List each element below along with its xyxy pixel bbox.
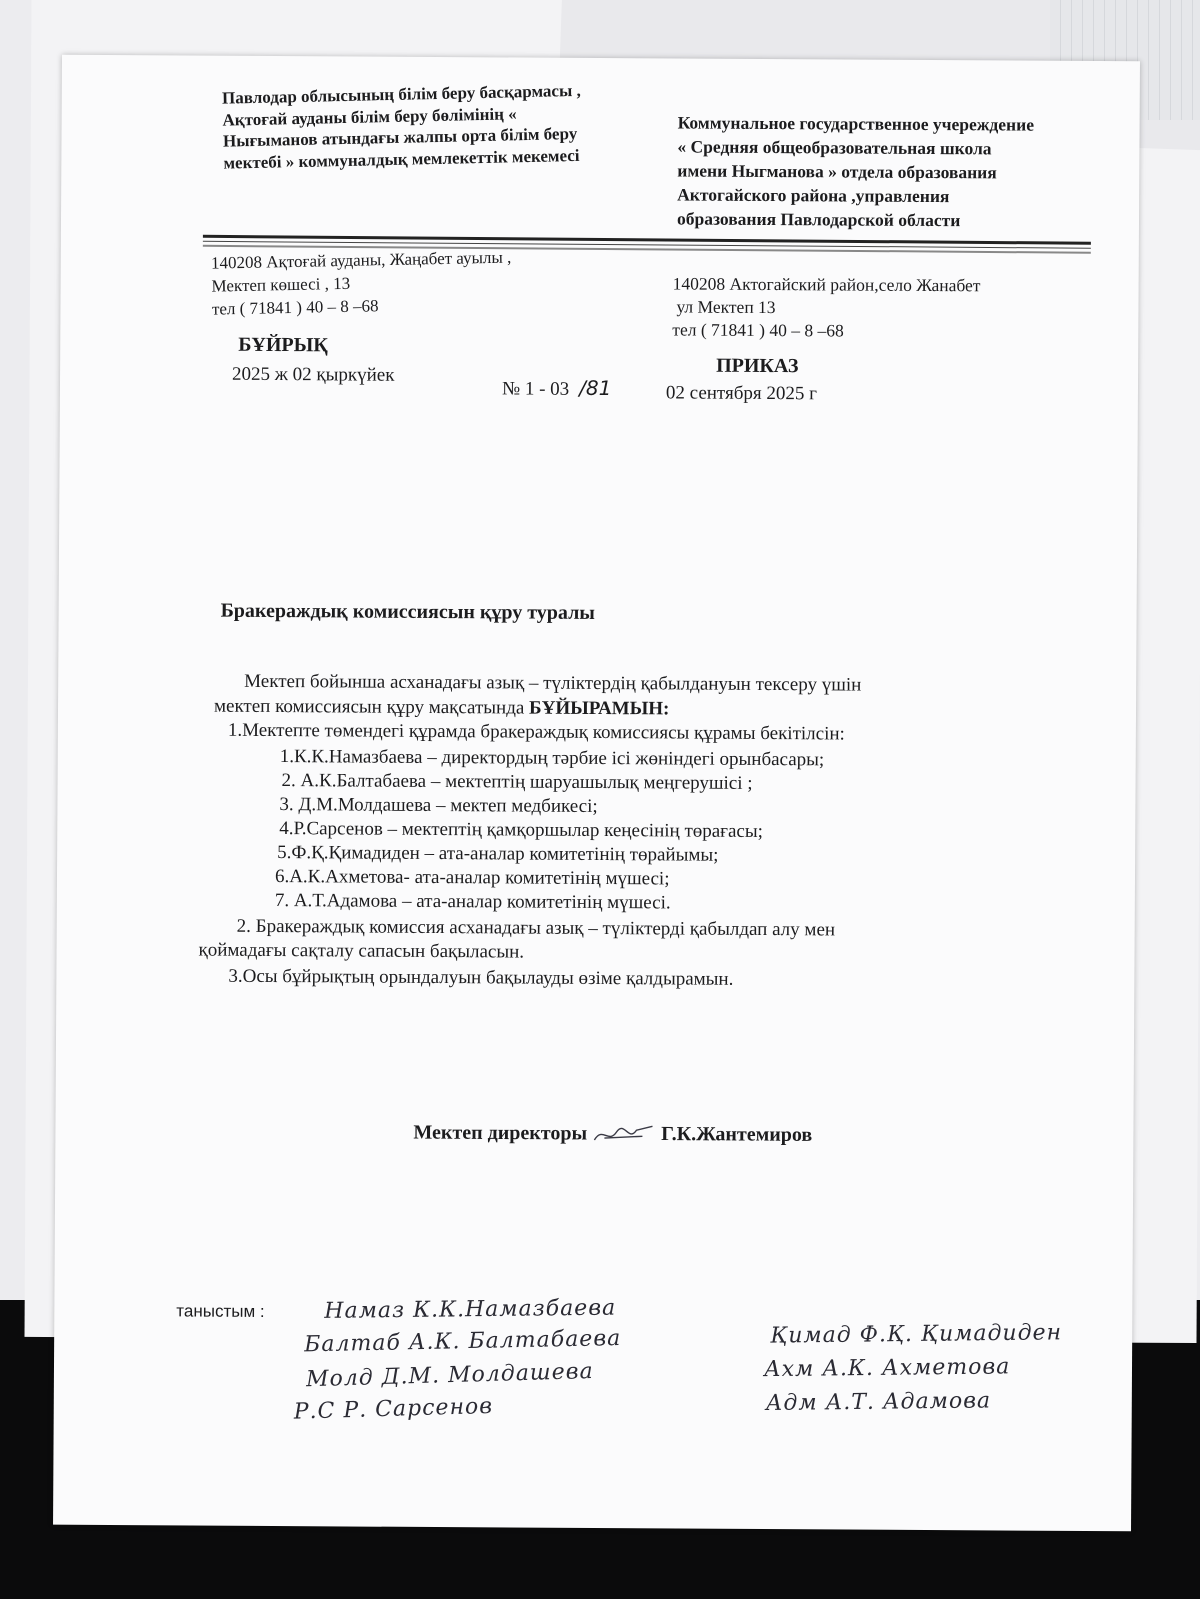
handwritten-signature: Р.С Р. Сарсенов bbox=[293, 1393, 494, 1425]
preamble-line-1: Мектеп бойынша асханадағы азық – түліктердің қабылдануын тексеру үшін bbox=[244, 670, 862, 696]
member-item: 3. Д.М.Молдашева – мектеп медбикесі; bbox=[279, 794, 598, 817]
order-date-ru: 02 сентября 2025 г bbox=[665, 382, 818, 405]
address-kz-line-2: Мектеп көшесі , 13 bbox=[211, 273, 351, 296]
clause-2-line-2: қоймадағы сақталу сапасын бақыласын. bbox=[198, 939, 525, 963]
member-item: 2. А.К.Балтабаева – мектептің шаруашылық меңгерушісі ; bbox=[281, 770, 753, 794]
phone-kz: тел ( 71841 ) 40 – 8 –68 bbox=[211, 296, 379, 319]
order-document bbox=[53, 55, 1140, 1532]
handwritten-signature: Молд Д.М. Молдашева bbox=[305, 1358, 594, 1393]
decree-word: БҰЙЫРАМЫН: bbox=[529, 697, 670, 720]
acknowledged-label: таныстым : bbox=[176, 1301, 265, 1321]
clause-3: 3.Осы бұйрықтың орындалуын бақылауды өзіме қалдырамын. bbox=[228, 965, 734, 990]
handwritten-signature: Қимад Ф.Қ. Қимадиден bbox=[770, 1320, 1063, 1349]
member-item: 5.Ф.Қ.Қимадиден – ата-аналар комитетінің төрайымы; bbox=[277, 842, 719, 866]
preamble-line-2 bbox=[214, 696, 670, 721]
order-title-ru: ПРИКАЗ bbox=[716, 354, 799, 378]
handwritten-signature: Балтаб А.К. Балтабаева bbox=[303, 1325, 622, 1358]
director-signature bbox=[592, 1122, 656, 1148]
member-item: 4.Р.Сарсенов – мектептің қамқоршылар кеңесінің төрағасы; bbox=[279, 818, 763, 843]
clause-1: 1.Мектепте төмендегі құрамда бракераждық комиссиясы құрамы бекітілсін: bbox=[227, 719, 845, 745]
address-ru bbox=[672, 272, 980, 343]
member-item: 1.К.К.Намазбаева – директордың тәрбие ісі жөніндегі орынбасары; bbox=[279, 746, 825, 771]
address-kz bbox=[211, 246, 513, 321]
member-item: 7. А.Т.Адамова – ата-аналар комитетінің мүшесі. bbox=[274, 890, 671, 914]
handwritten-signature: Намаз К.К.Намазбаева bbox=[324, 1295, 617, 1324]
address-ru-line-1: 140208 Актогайский район,село Жанабет bbox=[672, 273, 981, 296]
order-number bbox=[502, 375, 612, 401]
director-role: Мектеп директоры bbox=[413, 1121, 588, 1145]
order-date-kz: 2025 ж 02 қыркүйек bbox=[231, 363, 395, 386]
member-item: 6.А.К.Ахметова- ата-аналар комитетінің мүшесі; bbox=[274, 866, 670, 890]
document-title: Бракераждық комиссиясын құру туралы bbox=[220, 599, 596, 624]
header-org-kz: Павлодар облысының білім беру басқармасы , Ақтоғай ауданы білім беру бөлімінің « Нығыманов атындағы жалпы орта білім беру мектебі » коммуналдық мемлекеттік мекемесі bbox=[221, 80, 581, 173]
header-divider bbox=[203, 235, 1091, 245]
order-number-printed: № 1 - 03 bbox=[501, 378, 570, 400]
director-signature-line bbox=[413, 1121, 812, 1149]
director-name: Г.К.Жантемиров bbox=[661, 1122, 813, 1146]
address-kz-line-1: 140208 Ақтоғай ауданы, Жаңабет ауылы , bbox=[210, 247, 512, 273]
order-title-kz: БҰЙРЫҚ bbox=[238, 333, 328, 357]
header-org-ru: Коммунальное государственное учереждение « Средняя общеобразовательная школа имени Ныгманова » отдела образования Актогайского района ,управления образования Павлодарской области bbox=[676, 112, 1035, 231]
order-number-handwritten: /81 bbox=[579, 375, 612, 401]
clause-2-line-1: 2. Бракераждық комиссия асханадағы азық – түліктерді қабылдап алу мен bbox=[236, 915, 836, 941]
phone-ru: тел ( 71841 ) 40 – 8 –68 bbox=[672, 319, 844, 341]
preamble-text: мектеп комиссиясын құру мақсатында bbox=[213, 695, 530, 719]
address-ru-line-2: ул Мектеп 13 bbox=[676, 296, 776, 318]
handwritten-signature: Ахм А.К. Ахметова bbox=[763, 1354, 1011, 1383]
handwritten-signature: Адм А.Т. Адамова bbox=[765, 1388, 992, 1416]
